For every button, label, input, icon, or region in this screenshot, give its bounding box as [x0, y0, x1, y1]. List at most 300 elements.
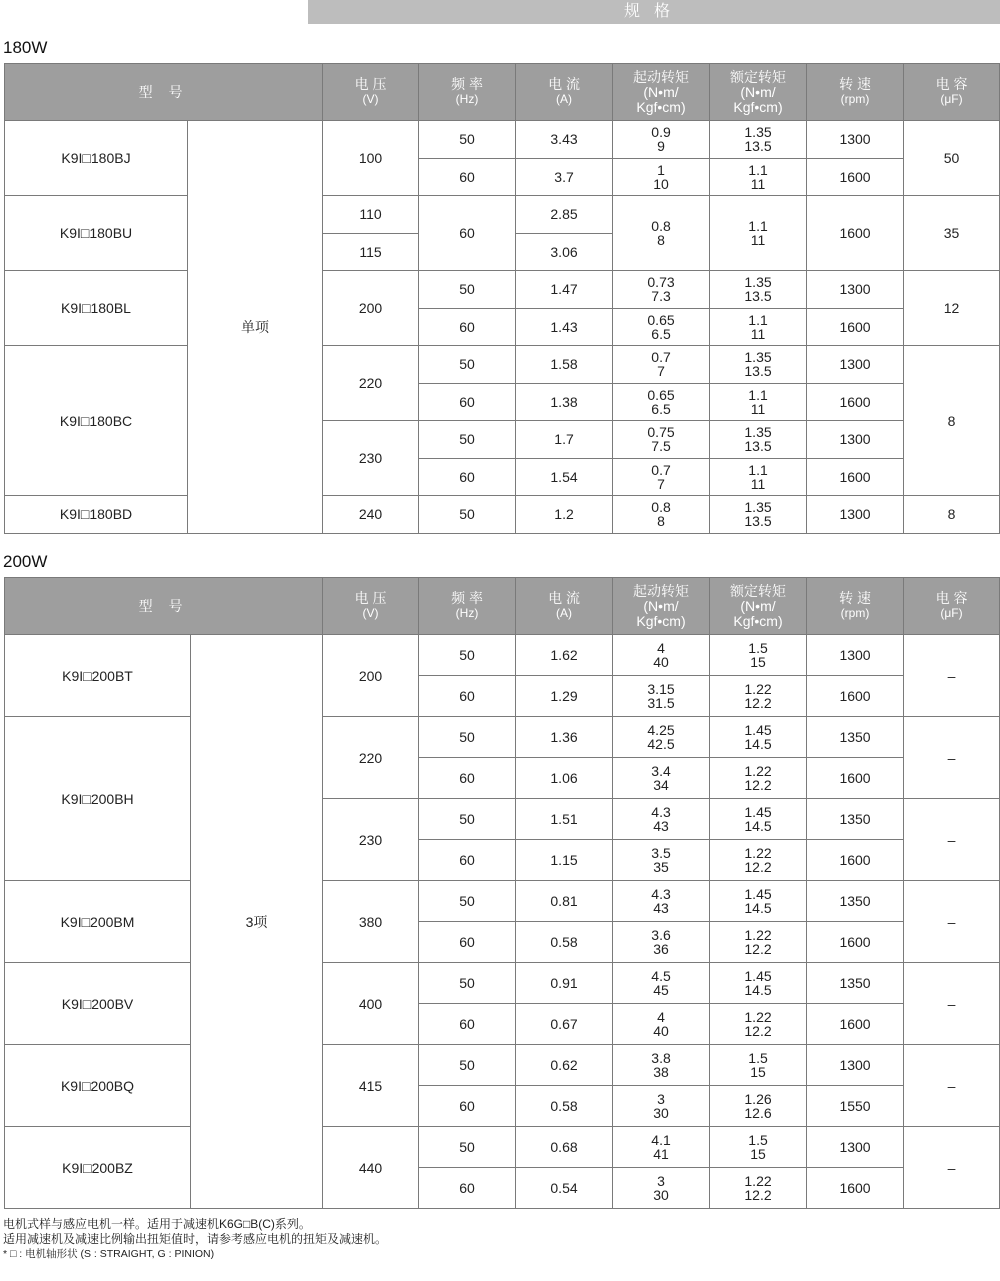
model-name: K9I□200BV — [5, 963, 191, 1045]
freq-cell: 50 — [419, 421, 516, 459]
torque-nm: 1.35 — [744, 424, 772, 441]
torque-cell — [710, 1004, 807, 1045]
freq-cell: 60 — [419, 1004, 516, 1045]
spec-banner: 规格 — [308, 0, 1000, 24]
table-row — [5, 121, 1000, 159]
torque-cell — [710, 717, 807, 758]
header-voltage-unit: (V) — [362, 606, 379, 620]
model-name: K9I□180BJ — [5, 121, 188, 196]
torque-cell — [710, 421, 807, 459]
torque-nm: 0.9 — [651, 124, 671, 141]
current-cell: 2.85 — [516, 196, 613, 234]
freq-cell: 60 — [419, 1086, 516, 1127]
torque-cell — [613, 1086, 710, 1127]
torque-cell — [613, 421, 710, 459]
torque-kgfcm: 45 — [653, 982, 669, 998]
torque-cell — [710, 1127, 807, 1168]
capacitor-cell: 12 — [904, 271, 1000, 346]
header-row — [5, 578, 1000, 635]
header-capacitor-unit: (μF) — [940, 606, 963, 620]
header-label: 起动转矩 — [633, 68, 690, 85]
torque-kgfcm: 14.5 — [744, 982, 772, 998]
torque-nm: 1.45 — [744, 886, 772, 902]
table-row — [5, 963, 1000, 1004]
header-current-unit: (A) — [556, 92, 573, 106]
header-start-torque — [613, 64, 710, 121]
torque-kgfcm: 8 — [657, 513, 665, 530]
torque-nm: 1.1 — [748, 218, 768, 234]
header-speed-unit: (rpm) — [840, 606, 870, 620]
torque-kgfcm: 14.5 — [744, 736, 772, 752]
voltage-cell: 415 — [323, 1045, 419, 1127]
current-cell: 3.43 — [516, 121, 613, 159]
speed-cell: 1300 — [807, 271, 904, 309]
torque-kgfcm: 14.5 — [744, 818, 772, 834]
current-cell: 3.06 — [516, 233, 613, 271]
torque-cell — [613, 758, 710, 799]
torque-kgfcm: 10 — [653, 175, 669, 192]
torque-cell — [710, 1045, 807, 1086]
table-row — [5, 881, 1000, 922]
footnotes — [3, 1217, 387, 1262]
torque-cell — [613, 496, 710, 534]
torque-kgfcm: 13.5 — [744, 438, 772, 455]
torque-kgfcm: 36 — [653, 941, 669, 957]
current-cell: 1.51 — [516, 799, 613, 840]
table-row — [5, 196, 1000, 234]
header-current-label: 电 流 — [548, 590, 580, 606]
note-line: 适用减速机及减速比例输出扭矩值时，请参考感应电机的扭矩及减速机。 — [3, 1232, 388, 1246]
capacitor-cell: – — [904, 963, 1000, 1045]
torque-nm: 1.22 — [744, 1009, 772, 1025]
torque-nm: 4 — [657, 640, 665, 656]
current-cell: 1.43 — [516, 308, 613, 346]
torque-kgfcm: 42.5 — [647, 736, 675, 752]
torque-nm: 1.35 — [744, 124, 772, 141]
header-speed-label: 转 速 — [839, 590, 871, 606]
torque-kgfcm: 9 — [657, 138, 665, 155]
torque-kgfcm: 13.5 — [744, 363, 772, 380]
torque-nm: 4.3 — [651, 886, 671, 902]
speed-cell: 1300 — [807, 346, 904, 384]
note-line: 电机式样与感应电机一样。适用于减速机K6G□B(C)系列。 — [3, 1217, 311, 1231]
torque-nm: 0.8 — [651, 499, 671, 516]
torque-kgfcm: 13.5 — [744, 288, 772, 305]
table-row — [5, 1045, 1000, 1086]
freq-cell: 50 — [419, 1045, 516, 1086]
torque-cell — [710, 758, 807, 799]
freq-cell: 60 — [419, 383, 516, 421]
voltage-cell: 230 — [323, 799, 419, 881]
torque-nm: 3.8 — [651, 1050, 671, 1066]
voltage-cell: 440 — [323, 1127, 419, 1209]
torque-kgfcm: 7.3 — [651, 288, 671, 305]
torque-nm: 3.5 — [651, 845, 671, 861]
current-cell: 1.58 — [516, 346, 613, 384]
torque-cell — [613, 676, 710, 717]
header-capacitor — [904, 64, 1000, 121]
capacitor-cell: 8 — [904, 346, 1000, 496]
speed-cell: 1300 — [807, 1045, 904, 1086]
torque-cell — [710, 922, 807, 963]
voltage-cell: 115 — [323, 233, 419, 271]
torque-nm: 4.25 — [647, 722, 675, 738]
speed-cell: 1600 — [807, 196, 904, 271]
header-freq-unit: (Hz) — [455, 92, 479, 106]
torque-cell — [710, 1086, 807, 1127]
torque-cell — [710, 676, 807, 717]
torque-nm: 1.22 — [744, 1173, 772, 1189]
torque-nm: 1.5 — [748, 640, 768, 656]
header-freq-unit: (Hz) — [455, 606, 479, 620]
torque-nm: 1.1 — [748, 461, 768, 478]
current-cell: 1.7 — [516, 421, 613, 459]
torque-kgfcm: 13.5 — [744, 138, 772, 155]
current-cell: 1.36 — [516, 717, 613, 758]
freq-cell: 60 — [419, 676, 516, 717]
current-cell: 0.91 — [516, 963, 613, 1004]
speed-cell: 1600 — [807, 1168, 904, 1209]
model-name: K9I□200BT — [5, 635, 191, 717]
voltage-cell: 380 — [323, 881, 419, 963]
torque-cell — [613, 271, 710, 309]
freq-cell: 60 — [419, 840, 516, 881]
torque-nm: 1.1 — [748, 161, 768, 178]
header-unit: Kgf•cm) — [636, 98, 686, 115]
header-capacitor — [904, 578, 1000, 635]
voltage-cell: 240 — [323, 496, 419, 534]
torque-cell — [613, 799, 710, 840]
speed-cell: 1600 — [807, 758, 904, 799]
torque-nm: 3.15 — [647, 681, 675, 697]
torque-kgfcm: 12.6 — [744, 1105, 772, 1121]
speed-cell: 1350 — [807, 963, 904, 1004]
torque-cell — [613, 717, 710, 758]
torque-nm: 4.1 — [651, 1132, 671, 1148]
torque-cell — [613, 963, 710, 1004]
header-label: 额定转矩 — [730, 582, 787, 599]
voltage-cell: 230 — [323, 421, 419, 496]
current-cell: 1.2 — [516, 496, 613, 534]
header-unit: (N•m/ — [643, 83, 679, 100]
torque-kgfcm: 43 — [653, 818, 669, 834]
voltage-cell: 200 — [323, 271, 419, 346]
torque-nm: 1.5 — [748, 1132, 768, 1148]
header-row — [5, 64, 1000, 121]
freq-cell: 50 — [419, 1127, 516, 1168]
torque-nm: 1.45 — [744, 968, 772, 984]
torque-nm: 1.22 — [744, 681, 772, 697]
torque-cell — [710, 458, 807, 496]
torque-kgfcm: 12.2 — [744, 859, 772, 875]
speed-cell: 1600 — [807, 676, 904, 717]
speed-cell: 1600 — [807, 1004, 904, 1045]
torque-kgfcm: 38 — [653, 1064, 669, 1080]
header-unit: Kgf•cm) — [733, 612, 783, 629]
speed-cell: 1600 — [807, 308, 904, 346]
torque-kgfcm: 43 — [653, 900, 669, 916]
torque-nm: 3 — [657, 1173, 665, 1189]
torque-cell — [710, 1168, 807, 1209]
torque-nm: 3.6 — [651, 927, 671, 943]
capacitor-cell: – — [904, 635, 1000, 717]
torque-kgfcm: 12.2 — [744, 695, 772, 711]
torque-cell — [710, 840, 807, 881]
table-row — [5, 717, 1000, 758]
torque-cell — [613, 922, 710, 963]
torque-kgfcm: 12.2 — [744, 1023, 772, 1039]
torque-nm: 0.65 — [647, 386, 675, 403]
torque-nm: 1.5 — [748, 1050, 768, 1066]
header-voltage — [323, 578, 419, 635]
model-name: K9I□200BM — [5, 881, 191, 963]
torque-nm: 0.7 — [651, 461, 671, 478]
torque-nm: 3 — [657, 1091, 665, 1107]
freq-cell: 50 — [419, 496, 516, 534]
capacitor-cell: – — [904, 1045, 1000, 1127]
torque-cell — [710, 346, 807, 384]
torque-cell — [710, 496, 807, 534]
torque-kgfcm: 8 — [657, 232, 665, 248]
torque-cell — [710, 158, 807, 196]
note-line: * □ : 电机轴形状 (S : STRAIGHT, G : PINION) — [3, 1248, 215, 1260]
freq-cell: 50 — [419, 963, 516, 1004]
torque-kgfcm: 6.5 — [651, 400, 671, 417]
current-cell: 3.7 — [516, 158, 613, 196]
spec-table-200w — [4, 577, 1000, 1209]
current-cell: 0.67 — [516, 1004, 613, 1045]
torque-kgfcm: 34 — [653, 777, 669, 793]
header-current — [516, 64, 613, 121]
torque-cell — [613, 1004, 710, 1045]
torque-cell — [613, 881, 710, 922]
capacitor-cell: – — [904, 799, 1000, 881]
header-label: 额定转矩 — [730, 68, 787, 85]
header-model: 型 号 — [5, 578, 323, 635]
phase-cell: 单项 — [188, 121, 323, 534]
current-cell: 1.62 — [516, 635, 613, 676]
torque-kgfcm: 15 — [750, 1064, 766, 1080]
torque-cell — [710, 383, 807, 421]
header-current-label: 电 流 — [548, 76, 580, 92]
torque-cell — [710, 121, 807, 159]
freq-cell: 50 — [419, 799, 516, 840]
header-current — [516, 578, 613, 635]
header-freq-label: 频 率 — [451, 590, 483, 606]
phase-cell: 3项 — [191, 635, 323, 1209]
torque-cell — [613, 458, 710, 496]
torque-nm: 1.22 — [744, 927, 772, 943]
speed-cell: 1300 — [807, 496, 904, 534]
capacitor-cell: 8 — [904, 496, 1000, 534]
current-cell: 0.62 — [516, 1045, 613, 1086]
header-speed-unit: (rpm) — [840, 92, 870, 106]
header-freq — [419, 64, 516, 121]
table-row — [5, 1127, 1000, 1168]
current-cell: 1.29 — [516, 676, 613, 717]
torque-cell — [613, 346, 710, 384]
torque-nm: 1.45 — [744, 804, 772, 820]
header-start-torque — [613, 578, 710, 635]
header-unit: (N•m/ — [643, 597, 679, 614]
torque-kgfcm: 14.5 — [744, 900, 772, 916]
header-freq — [419, 578, 516, 635]
torque-nm: 1.35 — [744, 349, 772, 366]
torque-nm: 1.22 — [744, 845, 772, 861]
voltage-cell: 220 — [323, 717, 419, 799]
torque-nm: 1.22 — [744, 763, 772, 779]
speed-cell: 1600 — [807, 458, 904, 496]
torque-kgfcm: 11 — [750, 232, 766, 248]
torque-nm: 4.3 — [651, 804, 671, 820]
speed-cell: 1350 — [807, 799, 904, 840]
torque-nm: 1.1 — [748, 311, 768, 328]
freq-cell: 50 — [419, 881, 516, 922]
torque-kgfcm: 40 — [653, 654, 669, 670]
torque-cell — [710, 308, 807, 346]
speed-cell: 1350 — [807, 881, 904, 922]
header-rated-torque — [710, 578, 807, 635]
torque-kgfcm: 41 — [653, 1146, 669, 1162]
current-cell: 0.68 — [516, 1127, 613, 1168]
model-name: K9I□200BZ — [5, 1127, 191, 1209]
torque-kgfcm: 7 — [657, 363, 665, 380]
torque-nm: 1 — [657, 161, 665, 178]
current-cell: 0.58 — [516, 1086, 613, 1127]
header-speed-label: 转 速 — [839, 76, 871, 92]
torque-nm: 1.35 — [744, 499, 772, 516]
header-unit: Kgf•cm) — [733, 98, 783, 115]
header-speed — [807, 64, 904, 121]
header-speed — [807, 578, 904, 635]
torque-nm: 4.5 — [651, 968, 671, 984]
header-unit: (N•m/ — [740, 597, 776, 614]
header-voltage-label: 电 压 — [354, 76, 387, 92]
torque-nm: 1.1 — [748, 386, 768, 403]
speed-cell: 1550 — [807, 1086, 904, 1127]
torque-cell — [710, 196, 807, 271]
torque-kgfcm: 35 — [653, 859, 669, 875]
header-unit: (N•m/ — [740, 83, 776, 100]
speed-cell: 1300 — [807, 121, 904, 159]
speed-cell: 1300 — [807, 421, 904, 459]
torque-kgfcm: 15 — [750, 1146, 766, 1162]
torque-kgfcm: 31.5 — [647, 695, 675, 711]
torque-kgfcm: 11 — [750, 175, 766, 192]
torque-nm: 1.45 — [744, 722, 772, 738]
freq-cell: 60 — [419, 158, 516, 196]
torque-cell — [710, 635, 807, 676]
torque-cell — [613, 196, 710, 271]
section-title-200w: 200W — [3, 552, 48, 571]
torque-nm: 1.26 — [744, 1091, 772, 1107]
freq-cell: 60 — [419, 758, 516, 799]
torque-cell — [710, 799, 807, 840]
header-rated-torque — [710, 64, 807, 121]
spec-table-180w — [4, 63, 1000, 534]
freq-cell: 60 — [419, 1168, 516, 1209]
freq-cell: 60 — [419, 308, 516, 346]
capacitor-cell: – — [904, 717, 1000, 799]
freq-cell: 50 — [419, 271, 516, 309]
capacitor-cell: – — [904, 881, 1000, 963]
torque-kgfcm: 7 — [657, 475, 665, 492]
voltage-cell: 220 — [323, 346, 419, 421]
current-cell: 0.81 — [516, 881, 613, 922]
speed-cell: 1350 — [807, 717, 904, 758]
header-capacitor-label: 电 容 — [935, 76, 968, 92]
voltage-cell: 110 — [323, 196, 419, 234]
header-capacitor-label: 电 容 — [935, 590, 968, 606]
table-row — [5, 271, 1000, 309]
torque-kgfcm: 12.2 — [744, 1187, 772, 1203]
torque-kgfcm: 13.5 — [744, 513, 772, 530]
header-voltage-label: 电 压 — [354, 590, 387, 606]
torque-cell — [710, 271, 807, 309]
voltage-cell: 400 — [323, 963, 419, 1045]
torque-cell — [613, 158, 710, 196]
header-freq-label: 频 率 — [451, 76, 483, 92]
torque-cell — [613, 383, 710, 421]
torque-kgfcm: 11 — [750, 400, 766, 417]
table-row — [5, 346, 1000, 384]
speed-cell: 1300 — [807, 1127, 904, 1168]
freq-cell: 50 — [419, 346, 516, 384]
model-name: K9I□200BQ — [5, 1045, 191, 1127]
current-cell: 0.58 — [516, 922, 613, 963]
freq-cell: 60 — [419, 196, 516, 271]
section-title-180w: 180W — [3, 38, 48, 57]
freq-cell: 50 — [419, 121, 516, 159]
torque-nm: 0.7 — [651, 349, 671, 366]
voltage-cell: 200 — [323, 635, 419, 717]
model-name: K9I□180BC — [5, 346, 188, 496]
header-capacitor-unit: (μF) — [940, 92, 963, 106]
freq-cell: 60 — [419, 458, 516, 496]
table-row — [5, 496, 1000, 534]
table-row — [5, 635, 1000, 676]
torque-cell — [613, 1168, 710, 1209]
torque-nm: 0.73 — [647, 274, 675, 291]
speed-cell: 1600 — [807, 158, 904, 196]
torque-cell — [710, 963, 807, 1004]
torque-kgfcm: 30 — [653, 1187, 669, 1203]
model-name: K9I□180BD — [5, 496, 188, 534]
model-name: K9I□180BU — [5, 196, 188, 271]
torque-kgfcm: 11 — [750, 325, 766, 342]
torque-kgfcm: 40 — [653, 1023, 669, 1039]
current-cell: 1.06 — [516, 758, 613, 799]
torque-cell — [613, 1045, 710, 1086]
torque-nm: 0.8 — [651, 218, 671, 234]
torque-nm: 0.65 — [647, 311, 675, 328]
current-cell: 0.54 — [516, 1168, 613, 1209]
torque-nm: 0.75 — [647, 424, 675, 441]
torque-kgfcm: 30 — [653, 1105, 669, 1121]
torque-nm: 4 — [657, 1009, 665, 1025]
header-model: 型 号 — [5, 64, 323, 121]
torque-cell — [613, 308, 710, 346]
torque-kgfcm: 12.2 — [744, 777, 772, 793]
capacitor-cell: 35 — [904, 196, 1000, 271]
torque-kgfcm: 6.5 — [651, 325, 671, 342]
model-name: K9I□200BH — [5, 717, 191, 881]
header-voltage-unit: (V) — [362, 92, 379, 106]
capacitor-cell: 50 — [904, 121, 1000, 196]
capacitor-cell: – — [904, 1127, 1000, 1209]
current-cell: 1.15 — [516, 840, 613, 881]
torque-nm: 3.4 — [651, 763, 671, 779]
